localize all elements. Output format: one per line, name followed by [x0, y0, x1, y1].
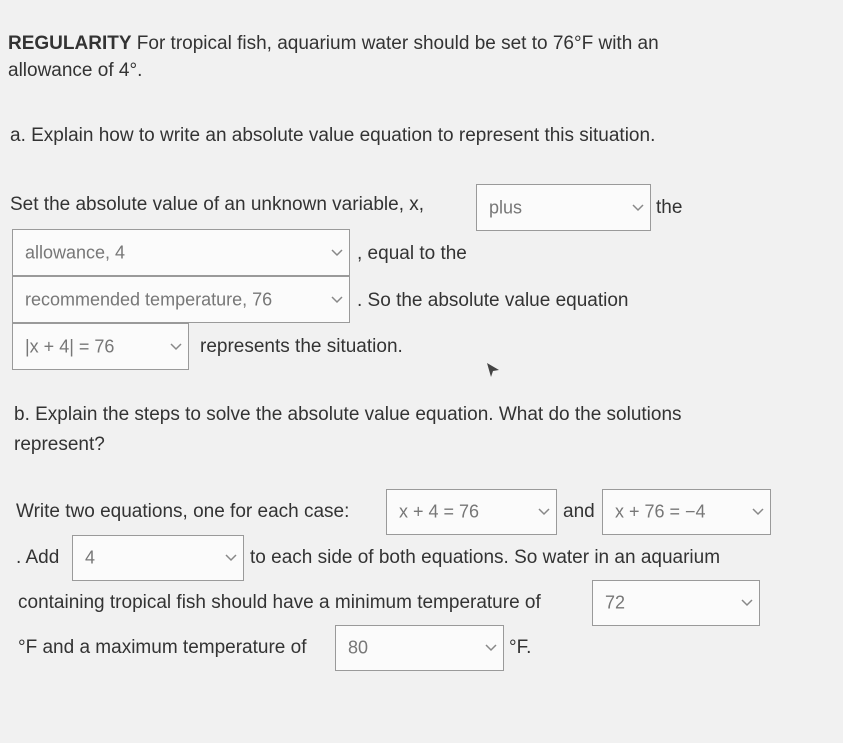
dropdown-value: 80 — [348, 637, 369, 658]
part-b-question-line1: b. Explain the steps to solve the absolute value equation. What do the solutions — [14, 404, 682, 425]
part-b-line4: °F and a maximum temperature of — [18, 637, 307, 658]
dropdown-value: x + 4 = 76 — [399, 501, 480, 522]
dropdown-value: allowance, 4 — [25, 242, 126, 262]
chevron-down-icon — [331, 249, 343, 257]
chevron-down-icon — [170, 343, 182, 351]
part-a-dropdown-target[interactable] — [12, 276, 350, 323]
part-b-and: and — [563, 501, 595, 522]
problem-label: REGULARITY — [8, 33, 132, 54]
dropdown-value: |x + 4| = 76 — [25, 336, 115, 356]
problem-title-line1 — [8, 32, 659, 56]
chevron-down-icon — [225, 554, 237, 562]
part-a-dropdown-operation[interactable] — [476, 184, 651, 231]
part-a-question: a. Explain how to write an absolute value equation to represent this situation. — [10, 125, 656, 146]
part-b-dropdown-minimum[interactable] — [592, 580, 760, 626]
part-b-line1: Write two equations, one for each case: — [16, 501, 350, 522]
part-a-line1: Set the absolute value of an unknown variable, x, — [10, 194, 425, 215]
part-b-dropdown-maximum[interactable] — [335, 625, 504, 671]
part-a-after-dropdown2: , equal to the — [357, 243, 467, 264]
part-b-dropdown-case1[interactable] — [386, 489, 557, 535]
part-a-after-dropdown4: represents the situation. — [200, 336, 403, 357]
dropdown-value: 4 — [85, 547, 96, 568]
chevron-down-icon — [331, 296, 343, 304]
part-a-after-dropdown3: . So the absolute value equation — [357, 290, 629, 311]
dropdown-value: recommended temperature, 76 — [25, 289, 273, 309]
part-b-add-label: . Add — [16, 547, 60, 568]
part-b-end: °F. — [509, 637, 532, 658]
part-b-dropdown-add[interactable] — [72, 535, 244, 581]
part-b-dropdown-case2[interactable] — [602, 489, 771, 535]
dropdown-value: 72 — [605, 592, 626, 613]
part-a-dropdown-term[interactable] — [12, 229, 350, 276]
part-b-after-dropdown3: to each side of both equations. So water in an aquarium — [250, 547, 721, 568]
problem-title-line2: allowance of 4°. — [8, 60, 143, 81]
mouse-pointer-icon — [486, 362, 500, 380]
chevron-down-icon — [741, 599, 753, 607]
chevron-down-icon — [485, 644, 497, 652]
part-a-dropdown-equation[interactable] — [12, 323, 189, 370]
chevron-down-icon — [752, 508, 764, 516]
chevron-down-icon — [538, 508, 550, 516]
chevron-down-icon — [632, 204, 644, 212]
dropdown-value: plus — [489, 197, 523, 217]
part-b-question-line2: represent? — [14, 434, 105, 455]
dropdown-value: x + 76 = −4 — [615, 501, 706, 522]
part-b-line3: containing tropical fish should have a minimum temperature of — [18, 592, 541, 613]
part-a-after-dropdown1: the — [656, 197, 683, 218]
problem-text: For tropical fish, aquarium water should be set to 76°F with an — [131, 33, 659, 54]
